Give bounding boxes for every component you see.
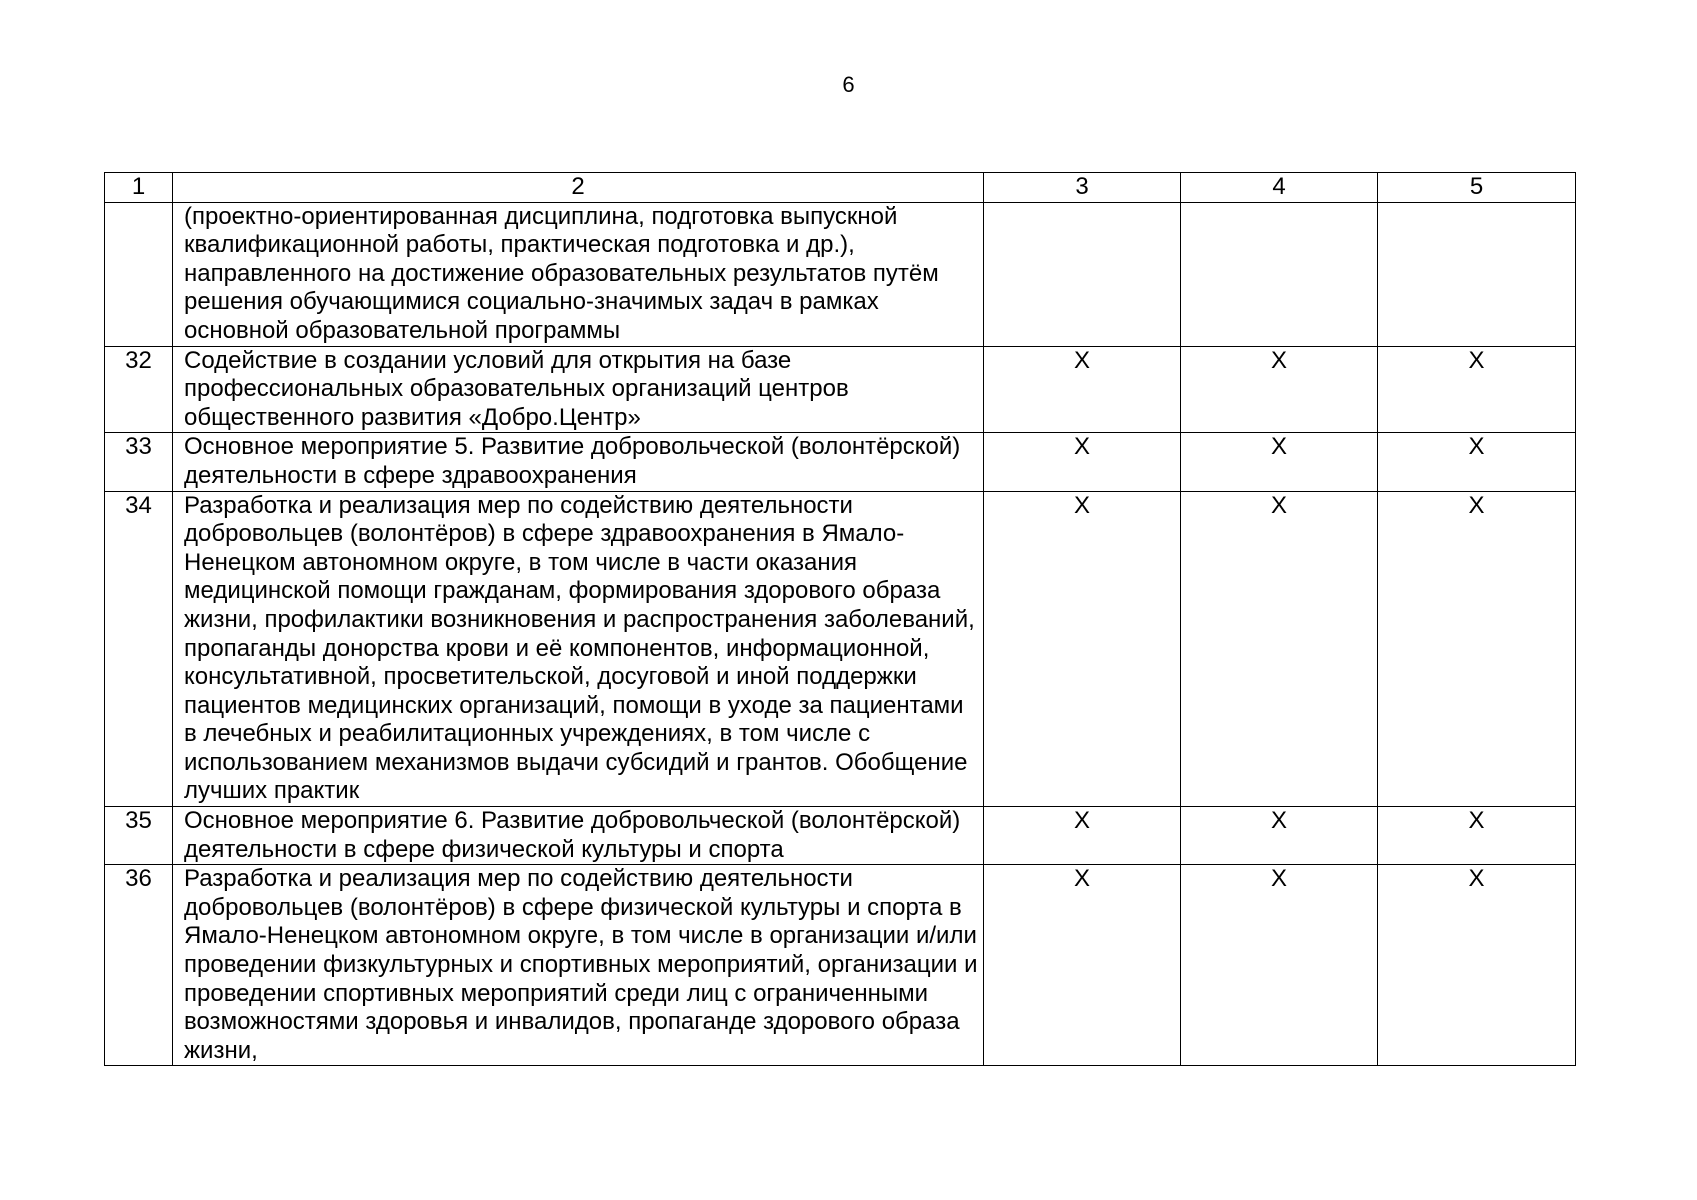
row-text-cell: Основное мероприятие 5. Развитие добровольческой (волонтёрской) деятельности в сфере здравоохранения — [173, 433, 984, 491]
header-cell-col-1: 1 — [105, 173, 173, 203]
row-number-cell: 36 — [105, 865, 173, 1066]
row-number-cell: 33 — [105, 433, 173, 491]
row-col4-cell: Х — [1181, 433, 1378, 491]
row-text-cell: Содействие в создании условий для открытия на базе профессиональных образовательных организаций центров общественного развития «Добро.Центр» — [173, 346, 984, 433]
table-row — [105, 807, 1576, 865]
row-text-cell: Разработка и реализация мер по содействию деятельности добровольцев (волонтёров) в сфере здравоохранения в Ямало-Ненецком автономном округе, в том числе в части оказания медицинской помощи гражданам, формирования здорового образа жизни, профилактики возникновения и распространения заболеваний, пропаганды донорства крови и её компонентов, информационной, консультативной, просветительской, досуговой и иной поддержки пациентов медицинских организаций, помощи в уходе за пациентами в лечебных и реабилитационных учреждениях, в том числе с использованием механизмов выдачи субсидий и грантов. Обобщение лучших практик — [173, 491, 984, 807]
row-col5-cell: Х — [1378, 346, 1576, 433]
table-row — [105, 865, 1576, 1066]
table-header-row — [105, 173, 1576, 203]
row-col5-cell: Х — [1378, 433, 1576, 491]
row-col4-cell: Х — [1181, 491, 1378, 807]
row-col3-cell: Х — [984, 491, 1181, 807]
row-number-cell — [105, 202, 173, 346]
page-number: 6 — [842, 72, 855, 97]
row-col4-cell: Х — [1181, 346, 1378, 433]
row-text-cell: Основное мероприятие 6. Развитие добровольческой (волонтёрской) деятельности в сфере физической культуры и спорта — [173, 807, 984, 865]
row-col4-cell: Х — [1181, 865, 1378, 1066]
row-text-cell: (проектно-ориентированная дисциплина, подготовка выпускной квалификационной работы, практическая подготовка и др.), направленного на достижение образовательных результатов путём решения обучающимися социально-значимых задач в рамках основной образовательной программы — [173, 202, 984, 346]
table-row — [105, 433, 1576, 491]
header-cell-col-2: 2 — [173, 173, 984, 203]
table-row — [105, 491, 1576, 807]
row-number-cell: 32 — [105, 346, 173, 433]
table-row — [105, 346, 1576, 433]
row-text-cell: Разработка и реализация мер по содействию деятельности добровольцев (волонтёров) в сфере физической культуры и спорта в Ямало-Ненецком автономном округе, в том числе в организации и/или проведении физкультурных и спортивных мероприятий, организации и проведении спортивных мероприятий среди лиц с ограниченными возможностями здоровья и инвалидов, пропаганде здорового образа жизни, — [173, 865, 984, 1066]
row-col5-cell — [1378, 202, 1576, 346]
row-col3-cell: Х — [984, 807, 1181, 865]
row-col3-cell — [984, 202, 1181, 346]
row-number-cell: 34 — [105, 491, 173, 807]
row-col4-cell — [1181, 202, 1378, 346]
row-col5-cell: Х — [1378, 807, 1576, 865]
row-col5-cell: Х — [1378, 865, 1576, 1066]
row-col3-cell: Х — [984, 865, 1181, 1066]
document-table — [104, 172, 1576, 1066]
row-col3-cell: Х — [984, 346, 1181, 433]
row-col5-cell: Х — [1378, 491, 1576, 807]
row-col3-cell: Х — [984, 433, 1181, 491]
row-number-cell: 35 — [105, 807, 173, 865]
header-cell-col-5: 5 — [1378, 173, 1576, 203]
header-cell-col-3: 3 — [984, 173, 1181, 203]
header-cell-col-4: 4 — [1181, 173, 1378, 203]
table-row — [105, 202, 1576, 346]
row-col4-cell: Х — [1181, 807, 1378, 865]
